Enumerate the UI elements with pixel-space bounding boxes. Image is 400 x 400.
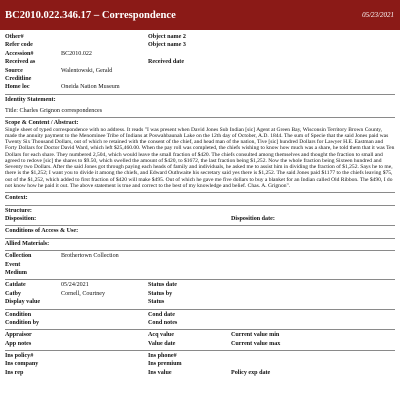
appraisor-label: Appraisor — [5, 332, 32, 339]
field-row-received — [5, 58, 395, 66]
ins-phone-label: Ins phone# — [148, 353, 177, 360]
divider — [5, 238, 395, 239]
identity-title-label: Title: — [5, 107, 18, 114]
display-value-label: Display value — [5, 299, 41, 306]
catdate-label: Catdate — [5, 282, 26, 289]
ins-policy-row — [5, 352, 395, 360]
source-value: Walentowski, Gerald — [61, 67, 113, 74]
divider — [5, 309, 395, 310]
catdate-row — [5, 281, 395, 289]
collection-row — [5, 252, 395, 260]
ins-rep-label: Ins rep — [5, 369, 24, 376]
record-title: BC2010.022.346.17 – Correspondence — [5, 9, 176, 21]
ins-company-row — [5, 360, 395, 368]
identity-section — [5, 96, 395, 115]
accession-label: Accession# — [5, 50, 34, 57]
conditions-row — [5, 227, 395, 235]
catdate-value: 05/24/2021 — [61, 282, 89, 289]
other-label: Other# — [5, 34, 24, 40]
divider — [5, 250, 395, 251]
scope-heading: Scope & Content / Abstract: — [5, 119, 79, 126]
cond-date-label: Cond date — [148, 311, 175, 318]
refer-code-label: Refer code — [5, 42, 33, 49]
condition-by-row — [5, 319, 395, 327]
condition-by-label: Condition by — [5, 319, 40, 326]
structure-row — [5, 207, 395, 215]
object-name3-label: Object name 3 — [148, 42, 186, 49]
report-date: 05/23/2021 — [362, 11, 394, 19]
divider — [5, 329, 395, 330]
collection-label: Collection — [5, 253, 32, 260]
ins-company-label: Ins company — [5, 361, 39, 368]
cond-notes-label: Cond notes — [148, 319, 178, 326]
field-row-accession — [5, 50, 395, 58]
home-loc-value: Oneida Nation Museum — [61, 84, 120, 91]
identity-heading: Identity Statement: — [5, 96, 56, 103]
divider — [5, 225, 395, 226]
scope-section — [5, 119, 395, 190]
event-label: Event — [5, 261, 21, 268]
condition-label: Condition — [5, 311, 32, 318]
divider — [5, 350, 395, 351]
acq-value-label: Acq value — [148, 332, 174, 339]
record-header — [0, 0, 400, 30]
allied-label: Allied Materials: — [5, 240, 50, 247]
current-value-max-label: Current value max — [231, 340, 281, 347]
source-label: Source — [5, 67, 23, 74]
allied-row — [5, 240, 395, 248]
creditline-label: Creditline — [5, 75, 32, 82]
disposition-date-label: Disposition date: — [231, 216, 275, 223]
scope-abstract-text: Single sheet of typed correspondence with no address. It reads "I was present when David Jones Sub Indian [sic] Agent at Green Bay, Wisconsin Territory Brown County, made the annuity payment to the Menominee Tribe of Indians at Poswahbaunah Lake on the 12th day of October, A.D. 1844. The sum of Specie that the said Jones paid was Twenty Six Thousand Dollars, out of which re retained with the consent of the chief, and head man of the nation, Tive [sic] hundred Dollars for Lawyer H.E. Eastman and Forty Dollars for Doctor David Ward, which left $25,460.00. When the pay roll was completed, the chiefs wishing to know how much was a share, he told them that it was Ten Dollars for each share. They numbered 2,504, which would leave the small fraction of $420. The chiefs consulted among themselves and thought the fraction to small and agreed to redove [sic] the shares to $9.50, which swelled the amount of $420, to $1672, the last fraction being $1,252. Now the whole fraction being Sixteen hundred and Seventy two Dollars. After the said Jones got through paying each heads of family and individuals, he asked me to assist him in dividing the fraction of $1,252. Says he to me, there is the $1,252; I want you to divide it among the chiefs, and Edward Outhwaite his secretary said yes there is $1,252. The said Jones paid $1177 to the chiefs leaving $75, out of the $1,252, which added to first fraction of $420 will make $495. Out of which he gave me five dollars to buy a blanket for an Indian called Old Ribbon. The $490, I do not know how he paid it out. The above statement is true and correct to the best of my knowledge and belief. Chas. A. Grignon". — [5, 126, 395, 189]
record-content — [5, 33, 395, 377]
context-row — [5, 194, 395, 202]
home-loc-label: Home loc — [5, 84, 30, 91]
event-row — [5, 261, 395, 269]
object-name2-label: Object name 2 — [148, 34, 186, 40]
field-row-other — [5, 33, 395, 41]
status-by-label: Status by — [148, 290, 173, 297]
divider — [5, 205, 395, 206]
appraisor-row — [5, 331, 395, 339]
collection-value: Brothertown Collection — [61, 253, 119, 260]
identity-title-value: Charles Grignon correspondences — [19, 107, 103, 114]
divider — [5, 192, 395, 193]
display-value-row — [5, 298, 395, 306]
divider — [5, 117, 395, 118]
condition-row — [5, 311, 395, 319]
catby-value: Cornell, Courtney — [61, 290, 106, 297]
identity-title-line — [5, 107, 395, 115]
accession-value: BC2010.022 — [61, 50, 92, 57]
field-row-creditline — [5, 75, 395, 83]
current-value-min-label: Current value min — [231, 332, 280, 339]
value-date-label: Value date — [148, 340, 176, 347]
policy-exp-date-label: Policy exp date — [231, 369, 271, 376]
ins-premium-label: Ins premium — [148, 361, 182, 368]
divider — [5, 279, 395, 280]
field-row-home-loc — [5, 83, 395, 91]
conditions-label: Conditions of Access & Use: — [5, 228, 79, 235]
ins-policy-label: Ins policy# — [5, 353, 34, 360]
divider — [5, 94, 395, 95]
field-row-refer — [5, 41, 395, 49]
field-row-source — [5, 67, 395, 75]
received-date-label: Received date — [148, 59, 185, 66]
app-notes-row — [5, 340, 395, 348]
status-label: Status — [148, 299, 165, 306]
ins-rep-row — [5, 369, 395, 377]
ins-value-label: Ins value — [148, 369, 172, 376]
medium-label: Medium — [5, 269, 28, 276]
context-label: Context: — [5, 195, 28, 202]
received-as-label: Received as — [5, 59, 36, 66]
catby-row — [5, 290, 395, 298]
disposition-row — [5, 215, 395, 223]
catby-label: Catby — [5, 290, 21, 297]
medium-row — [5, 269, 395, 277]
disposition-label: Disposition: — [5, 216, 37, 223]
status-date-label: Status date — [148, 282, 177, 289]
app-notes-label: App notes — [5, 340, 32, 347]
structure-label: Structure: — [5, 207, 32, 214]
